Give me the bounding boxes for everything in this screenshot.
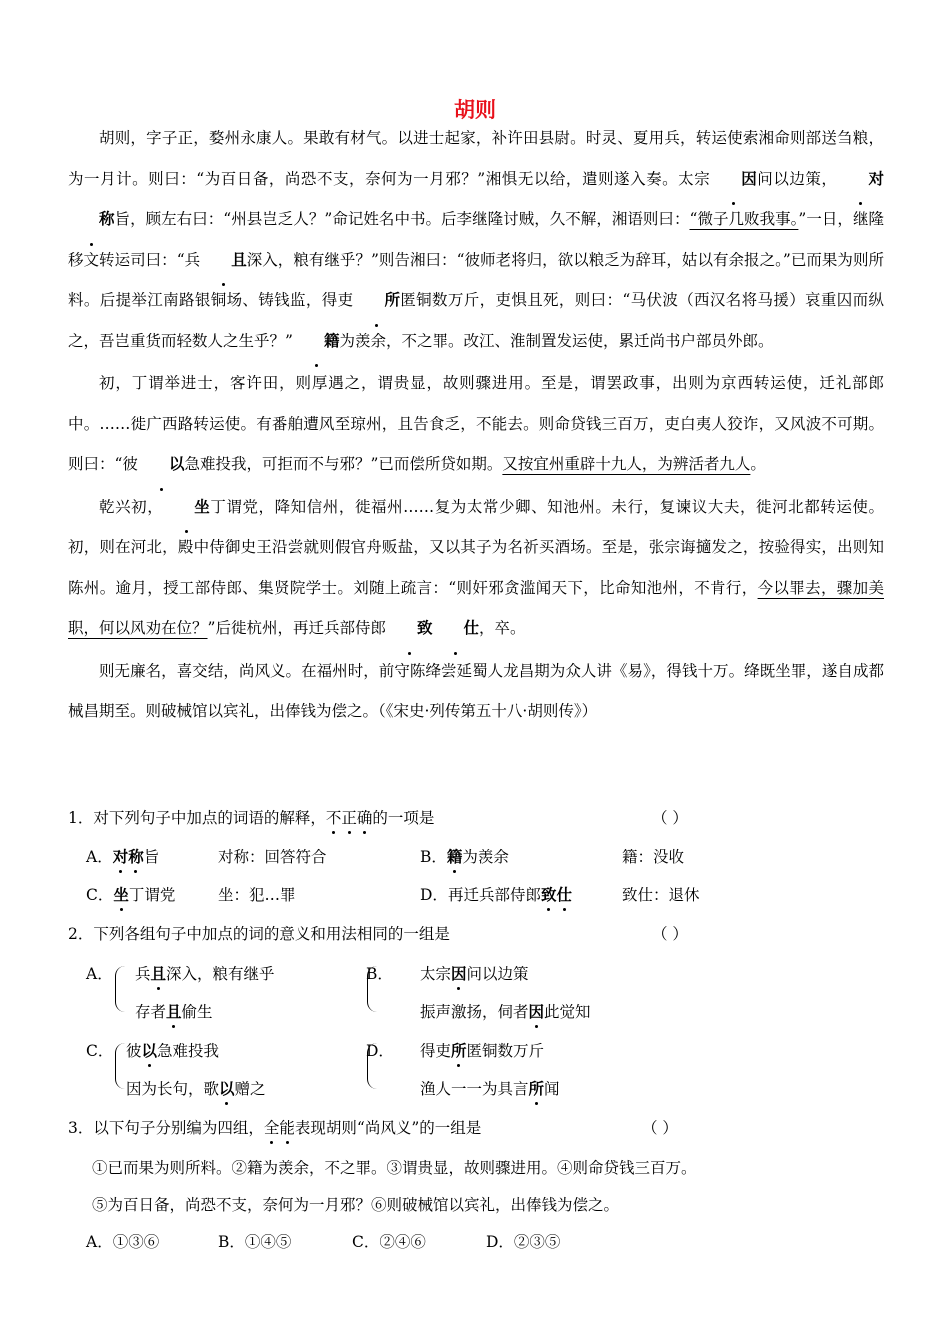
- option-letter: B．: [420, 848, 447, 866]
- dotted-word: 所: [451, 1041, 467, 1060]
- text: 问以边策: [466, 965, 529, 983]
- text: 急难投我，可拒而不与邪？”已而偿所贷如期。: [184, 455, 503, 473]
- dotted-word: 所: [353, 280, 400, 321]
- passage-paragraph-1: [68, 118, 884, 361]
- question-1-option-b: [420, 845, 509, 867]
- option-letter: A．: [86, 848, 113, 866]
- question-3-choice-b: B．①④⑤: [218, 1233, 292, 1251]
- question-1-option-a: [86, 845, 159, 867]
- text: 1．对下列句子中加点的词语的解释，: [68, 809, 326, 827]
- text: 闻: [544, 1080, 560, 1098]
- dotted-character: 称: [128, 847, 144, 866]
- dotted-word: [541, 885, 572, 904]
- text: 为羡余，不之罪。改江、淮制置发运使，累迁尚书户部员外郎。: [339, 331, 774, 350]
- question-1-option-d: [420, 883, 572, 905]
- question-1-option-c: [86, 883, 175, 905]
- page-title: 胡则: [454, 98, 496, 122]
- question-2-option-c-line-2: [126, 1077, 266, 1099]
- text: 此觉知: [544, 1003, 591, 1021]
- text: 初，丁谓举进士，客许田，则厚遇之，谓贵显，故则骤进用。至是，谓罢政事，出则为京西转运使，迁礼部郎中。……徙广西路转运使。有番舶遭风至琼州，且告食乏，不能去。则命贷钱三百万，吏白夷人狡诈，又风波不可期。则曰：“彼: [68, 374, 884, 473]
- question-2-option-a-line-2: [135, 1000, 213, 1022]
- text: 偷生: [181, 1003, 213, 1021]
- text: ，卒。: [478, 619, 526, 637]
- question-1-gloss-a: 对称：回答符合: [218, 848, 327, 866]
- text: 渔人一一为具言: [420, 1080, 529, 1098]
- text: 彼: [126, 1042, 142, 1060]
- question-2-option-a-line-1: [135, 962, 275, 984]
- question-2-option-c-line-1: [126, 1039, 219, 1061]
- text: 丁谓党: [128, 886, 176, 904]
- underlined-sentence: 又按宜州重辟十九人，为辨活者九人: [502, 455, 751, 473]
- question-1-gloss-c: 坐：犯…罪: [218, 886, 296, 904]
- dotted-word: 坐: [113, 885, 129, 904]
- dotted-word: 所: [528, 1079, 545, 1098]
- dotted-word: 坐: [163, 487, 210, 528]
- option-letter: D．: [420, 886, 448, 904]
- text: 得吏: [420, 1042, 452, 1060]
- dotted-character: 不: [326, 806, 342, 828]
- text: 赠之: [234, 1080, 266, 1098]
- text: 丁谓党，降知信州，徙福州……复为太常少卿、知池州。未行，复谏议大夫，徙河北都转运使。初，则在河北，殿中侍御史王沿尝就则假官舟贩盐，又以其子为名祈买酒场。至是，张宗诲擿发之，按验得实，出则知陈州。逾月，授工部侍郎、集贤院学士。刘随上疏言：“则奸邪贪滥闻天下，比命知池州，不肯行，: [68, 497, 884, 597]
- option-letter: C．: [86, 886, 114, 904]
- text: 匿铜数万斤，吏惧且死，则曰：“马伏波（西汉名将马援）哀重囚而纵之，吾岂重货而轻数人之生乎？”: [68, 291, 884, 350]
- dotted-character: 仕: [556, 885, 572, 904]
- dotted-word: 以: [141, 1041, 158, 1060]
- dotted-character: 能: [279, 1116, 295, 1138]
- text: 的一项是: [372, 809, 435, 827]
- text: 因为长句，歌: [126, 1080, 220, 1098]
- question-3-sentences-line-1: ①已而果为则所料。②籍为羡余，不之罪。③谓贵显，故则骤进用。④则命贷钱三百万。: [92, 1159, 697, 1177]
- text: 旨，顾左右曰：“州县岂乏人？”命记姓名中书。后李继隆讨贼，久不解，湘语则曰：: [114, 210, 690, 228]
- text: 为羡余: [462, 848, 509, 866]
- dotted-word: 且: [200, 240, 247, 281]
- passage-paragraph-2: [68, 363, 884, 485]
- underlined-sentence: “微子几败我事。: [689, 210, 799, 228]
- question-3-choice-d: D．②③⑤: [486, 1233, 561, 1251]
- question-1-stem: [68, 806, 434, 828]
- text: 振声激扬，伺者: [420, 1003, 529, 1021]
- dotted-character: 全: [264, 1116, 280, 1138]
- text: 急难投我: [157, 1042, 220, 1060]
- brace-symbol: [367, 1043, 378, 1089]
- dotted-word: 籍: [293, 321, 340, 362]
- dotted-character: 对: [112, 847, 129, 866]
- question-3-sentences-line-2: ⑤为百日备，尚恐不支，奈何为一月邪？⑥则破械馆以宾礼，出俸钱为偿之。: [92, 1196, 620, 1214]
- text: 乾兴初，: [99, 497, 164, 516]
- dotted-word: 因: [710, 159, 757, 200]
- dotted-character: 仕: [432, 608, 479, 649]
- brace-symbol: [115, 966, 126, 1012]
- question-2-option-b-line-1: [420, 962, 529, 984]
- text: 再迁兵部侍郎: [447, 886, 541, 904]
- dotted-word: 且: [150, 964, 167, 983]
- dotted-word: 籍: [446, 847, 463, 866]
- underlined-sentence: 今以罪去，骤加美职，何以风劝在位？: [68, 578, 884, 637]
- question-2-option-a-letter: A．: [86, 965, 113, 983]
- question-3-answer-paren: （ ）: [642, 1119, 678, 1137]
- question-3-choice-a: A．①③⑥: [86, 1233, 160, 1251]
- text: 3．以下句子分别编为四组，: [68, 1119, 264, 1137]
- question-3-choice-c: C．②④⑥: [352, 1233, 426, 1251]
- dotted-word: [386, 618, 479, 637]
- dotted-character: 称: [68, 199, 115, 240]
- text: 则无廉名，喜交结，尚风义。在福州时，前守陈绛尝延蜀人龙昌期为众人讲《易》，得钱十万。绛既坐罪，遂自成都械昌期至。则破械馆以宾礼，出俸钱为偿之。（《宋史·列传第五十八·胡则传》）: [68, 661, 884, 720]
- text: ”一日，继隆移文转运司曰：“兵: [68, 210, 884, 269]
- text: 兵: [135, 965, 151, 983]
- brace-symbol: [115, 1043, 126, 1089]
- text: 匿铜数万斤: [466, 1042, 545, 1060]
- question-2-option-c-letter: C．: [86, 1042, 114, 1060]
- dotted-word: [326, 809, 373, 827]
- brace-symbol: [367, 966, 378, 1012]
- question-2-option-b-line-2: [420, 1000, 591, 1022]
- question-1-answer-paren: （ ）: [652, 809, 688, 827]
- text: 深入，粮有继乎: [166, 965, 275, 983]
- dotted-word: 因: [451, 964, 467, 983]
- text: 存者: [135, 1003, 167, 1021]
- dotted-word: [264, 1119, 295, 1137]
- question-2-option-b-letter: B．: [366, 965, 393, 983]
- passage-paragraph-3: [68, 487, 884, 649]
- question-2-option-d-line-2: [420, 1077, 560, 1099]
- question-2-option-d-line-1: [420, 1039, 544, 1061]
- dotted-character: 确: [357, 806, 373, 828]
- dotted-character: 对: [837, 159, 884, 200]
- question-2-stem: 2．下列各组句子中加点的词的意义和用法相同的一组是: [68, 925, 450, 943]
- dotted-character: 致: [386, 608, 433, 649]
- text: 旨: [143, 848, 160, 866]
- dotted-character: 致: [540, 885, 557, 904]
- question-1-gloss-d: 致仕：退休: [622, 886, 700, 904]
- question-1-gloss-b: 籍：没收: [622, 848, 685, 866]
- question-2-answer-paren: （ ）: [652, 925, 688, 943]
- passage: [68, 118, 884, 732]
- text: 太宗: [420, 965, 452, 983]
- dotted-word: 以: [138, 444, 185, 485]
- text: 。: [750, 455, 766, 473]
- dotted-character: 正: [341, 806, 357, 828]
- question-3-stem: [68, 1116, 481, 1138]
- dotted-word: [113, 847, 144, 866]
- dotted-word: 且: [166, 1002, 182, 1021]
- question-2-option-d-letter: D．: [366, 1042, 394, 1060]
- text: ”后徙杭州，再迁兵部侍郎: [207, 619, 386, 637]
- text: 问以边策，: [756, 169, 838, 188]
- dotted-word: 以: [219, 1079, 235, 1098]
- text: 表现胡则“尚风义”的一组是: [294, 1119, 482, 1137]
- text: 深入，粮有继乎？”则告湘曰：“彼师老将归，欲以粮乏为辞耳，姑以有余报之。”已而果为则所料。后提举江南路银铜场、铸钱监，得吏: [68, 250, 884, 309]
- text: 胡则，字子正，婺州永康人。果敢有材气。以进士起家，补许田县尉。时灵、夏用兵，转运使索湘命则部送刍粮，为一月计。则曰：“为百日备，尚恐不支，奈何为一月邪？”湘惧无以给，遣则遂入奏。太宗: [68, 129, 884, 188]
- passage-paragraph-4: [68, 651, 884, 732]
- dotted-word: 因: [528, 1002, 545, 1021]
